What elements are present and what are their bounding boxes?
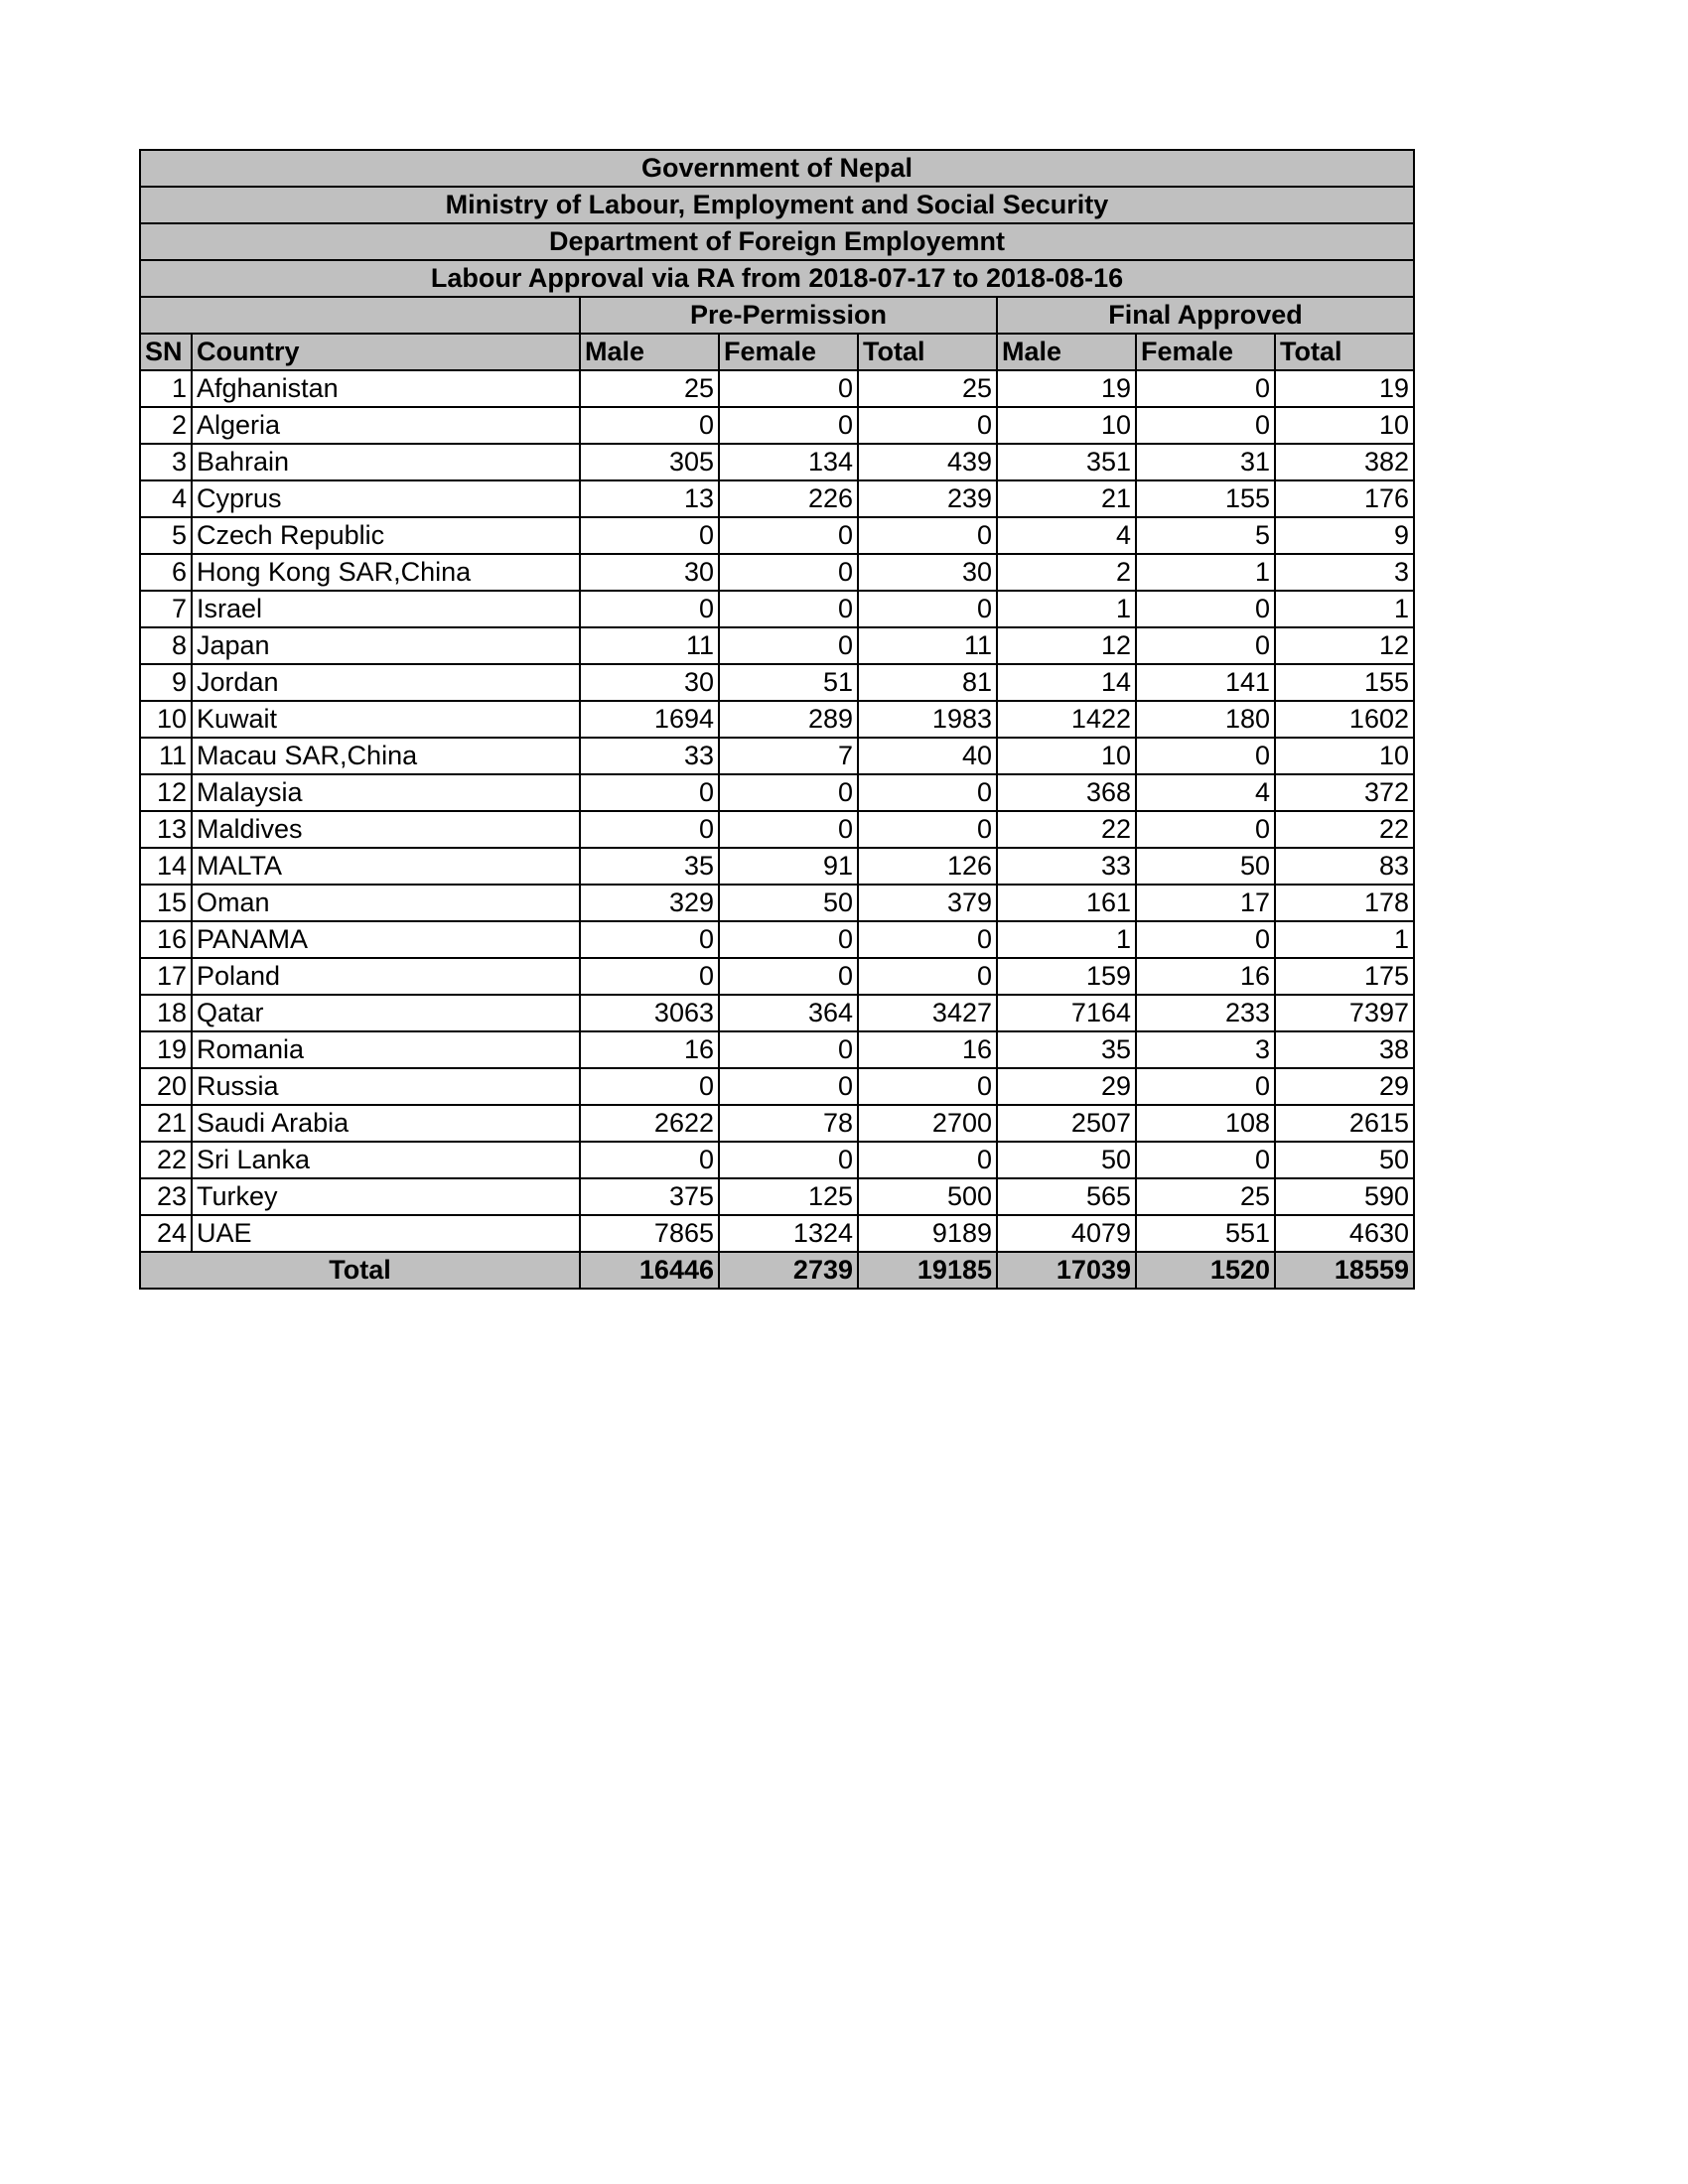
final-female-cell: 5 bbox=[1136, 517, 1275, 554]
ministry-title: Ministry of Labour, Employment and Social Security bbox=[140, 187, 1414, 223]
final-total-cell: 10 bbox=[1275, 738, 1414, 774]
final-male-cell: 1 bbox=[997, 591, 1136, 627]
table-row bbox=[140, 848, 1414, 885]
final-total-cell: 590 bbox=[1275, 1178, 1414, 1215]
table-row bbox=[140, 811, 1414, 848]
table-row bbox=[140, 995, 1414, 1031]
pre-total-cell: 16 bbox=[858, 1031, 997, 1068]
country-cell: Kuwait bbox=[192, 701, 580, 738]
column-header-final-male: Male bbox=[997, 334, 1136, 370]
pre-female-cell: 91 bbox=[719, 848, 858, 885]
pre-male-cell: 0 bbox=[580, 407, 719, 444]
pre-male-cell: 35 bbox=[580, 848, 719, 885]
country-cell: Cyprus bbox=[192, 480, 580, 517]
final-total-cell: 372 bbox=[1275, 774, 1414, 811]
pre-male-cell: 25 bbox=[580, 370, 719, 407]
pre-female-cell: 0 bbox=[719, 1142, 858, 1178]
final-male-cell: 1422 bbox=[997, 701, 1136, 738]
final-total-cell: 38 bbox=[1275, 1031, 1414, 1068]
sn-cell: 7 bbox=[140, 591, 192, 627]
pre-female-cell: 0 bbox=[719, 811, 858, 848]
pre-total-cell: 9189 bbox=[858, 1215, 997, 1252]
pre-total-cell: 126 bbox=[858, 848, 997, 885]
sn-cell: 11 bbox=[140, 738, 192, 774]
pre-female-cell: 134 bbox=[719, 444, 858, 480]
sn-cell: 5 bbox=[140, 517, 192, 554]
country-cell: Maldives bbox=[192, 811, 580, 848]
pre-female-cell: 1324 bbox=[719, 1215, 858, 1252]
sn-cell: 13 bbox=[140, 811, 192, 848]
table-row bbox=[140, 480, 1414, 517]
country-cell: Poland bbox=[192, 958, 580, 995]
final-total-cell: 4630 bbox=[1275, 1215, 1414, 1252]
final-male-cell: 7164 bbox=[997, 995, 1136, 1031]
pre-total-cell: 40 bbox=[858, 738, 997, 774]
pre-total-cell: 439 bbox=[858, 444, 997, 480]
total-final-female: 1520 bbox=[1136, 1252, 1275, 1289]
pre-female-cell: 226 bbox=[719, 480, 858, 517]
final-female-cell: 0 bbox=[1136, 738, 1275, 774]
total-pre-total: 19185 bbox=[858, 1252, 997, 1289]
pre-female-cell: 50 bbox=[719, 885, 858, 921]
final-male-cell: 35 bbox=[997, 1031, 1136, 1068]
pre-male-cell: 0 bbox=[580, 921, 719, 958]
table-row bbox=[140, 370, 1414, 407]
final-male-cell: 21 bbox=[997, 480, 1136, 517]
final-male-cell: 10 bbox=[997, 738, 1136, 774]
table-row bbox=[140, 1068, 1414, 1105]
final-total-cell: 10 bbox=[1275, 407, 1414, 444]
pre-total-cell: 30 bbox=[858, 554, 997, 591]
final-total-cell: 382 bbox=[1275, 444, 1414, 480]
column-header-pre-female: Female bbox=[719, 334, 858, 370]
pre-male-cell: 0 bbox=[580, 591, 719, 627]
country-cell: Bahrain bbox=[192, 444, 580, 480]
country-cell: Russia bbox=[192, 1068, 580, 1105]
final-male-cell: 14 bbox=[997, 664, 1136, 701]
pre-female-cell: 0 bbox=[719, 591, 858, 627]
group-header-blank bbox=[140, 297, 580, 334]
country-cell: Macau SAR,China bbox=[192, 738, 580, 774]
pre-male-cell: 16 bbox=[580, 1031, 719, 1068]
sn-cell: 12 bbox=[140, 774, 192, 811]
final-female-cell: 0 bbox=[1136, 591, 1275, 627]
final-female-cell: 3 bbox=[1136, 1031, 1275, 1068]
labour-approval-table bbox=[139, 149, 1415, 1290]
final-female-cell: 180 bbox=[1136, 701, 1275, 738]
header-row-report bbox=[140, 260, 1414, 297]
pre-female-cell: 289 bbox=[719, 701, 858, 738]
final-female-cell: 233 bbox=[1136, 995, 1275, 1031]
pre-total-cell: 0 bbox=[858, 958, 997, 995]
final-total-cell: 2615 bbox=[1275, 1105, 1414, 1142]
final-male-cell: 10 bbox=[997, 407, 1136, 444]
table-row bbox=[140, 885, 1414, 921]
group-header-pre-permission: Pre-Permission bbox=[580, 297, 997, 334]
sn-cell: 18 bbox=[140, 995, 192, 1031]
column-header-row bbox=[140, 334, 1414, 370]
final-total-cell: 9 bbox=[1275, 517, 1414, 554]
final-total-cell: 176 bbox=[1275, 480, 1414, 517]
total-pre-male: 16446 bbox=[580, 1252, 719, 1289]
pre-female-cell: 0 bbox=[719, 1031, 858, 1068]
pre-total-cell: 0 bbox=[858, 1142, 997, 1178]
pre-male-cell: 7865 bbox=[580, 1215, 719, 1252]
sn-cell: 2 bbox=[140, 407, 192, 444]
column-header-sn: SN bbox=[140, 334, 192, 370]
pre-male-cell: 30 bbox=[580, 554, 719, 591]
final-female-cell: 551 bbox=[1136, 1215, 1275, 1252]
table-body bbox=[140, 370, 1414, 1252]
final-female-cell: 1 bbox=[1136, 554, 1275, 591]
final-total-cell: 50 bbox=[1275, 1142, 1414, 1178]
sn-cell: 20 bbox=[140, 1068, 192, 1105]
pre-male-cell: 0 bbox=[580, 774, 719, 811]
pre-female-cell: 0 bbox=[719, 1068, 858, 1105]
pre-female-cell: 364 bbox=[719, 995, 858, 1031]
sn-cell: 22 bbox=[140, 1142, 192, 1178]
final-male-cell: 50 bbox=[997, 1142, 1136, 1178]
pre-female-cell: 7 bbox=[719, 738, 858, 774]
pre-female-cell: 125 bbox=[719, 1178, 858, 1215]
country-cell: Czech Republic bbox=[192, 517, 580, 554]
total-pre-female: 2739 bbox=[719, 1252, 858, 1289]
table-row bbox=[140, 958, 1414, 995]
pre-total-cell: 0 bbox=[858, 407, 997, 444]
table-row bbox=[140, 1178, 1414, 1215]
pre-total-cell: 1983 bbox=[858, 701, 997, 738]
final-total-cell: 1602 bbox=[1275, 701, 1414, 738]
table-row bbox=[140, 701, 1414, 738]
sn-cell: 1 bbox=[140, 370, 192, 407]
table-row bbox=[140, 664, 1414, 701]
final-male-cell: 351 bbox=[997, 444, 1136, 480]
pre-female-cell: 0 bbox=[719, 627, 858, 664]
pre-total-cell: 379 bbox=[858, 885, 997, 921]
column-header-pre-male: Male bbox=[580, 334, 719, 370]
pre-female-cell: 51 bbox=[719, 664, 858, 701]
final-female-cell: 17 bbox=[1136, 885, 1275, 921]
pre-total-cell: 11 bbox=[858, 627, 997, 664]
pre-total-cell: 0 bbox=[858, 774, 997, 811]
column-header-final-female: Female bbox=[1136, 334, 1275, 370]
table-row bbox=[140, 627, 1414, 664]
sn-cell: 9 bbox=[140, 664, 192, 701]
header-row-department bbox=[140, 223, 1414, 260]
country-cell: Japan bbox=[192, 627, 580, 664]
country-cell: MALTA bbox=[192, 848, 580, 885]
table-row bbox=[140, 774, 1414, 811]
pre-male-cell: 375 bbox=[580, 1178, 719, 1215]
sn-cell: 15 bbox=[140, 885, 192, 921]
country-cell: Algeria bbox=[192, 407, 580, 444]
department-title: Department of Foreign Employemnt bbox=[140, 223, 1414, 260]
final-female-cell: 25 bbox=[1136, 1178, 1275, 1215]
table-row bbox=[140, 1031, 1414, 1068]
final-total-cell: 19 bbox=[1275, 370, 1414, 407]
pre-male-cell: 0 bbox=[580, 517, 719, 554]
final-male-cell: 565 bbox=[997, 1178, 1136, 1215]
pre-male-cell: 3063 bbox=[580, 995, 719, 1031]
country-cell: Afghanistan bbox=[192, 370, 580, 407]
pre-female-cell: 0 bbox=[719, 407, 858, 444]
sn-cell: 8 bbox=[140, 627, 192, 664]
final-female-cell: 0 bbox=[1136, 627, 1275, 664]
sn-cell: 10 bbox=[140, 701, 192, 738]
pre-female-cell: 0 bbox=[719, 554, 858, 591]
final-male-cell: 161 bbox=[997, 885, 1136, 921]
final-female-cell: 16 bbox=[1136, 958, 1275, 995]
pre-total-cell: 81 bbox=[858, 664, 997, 701]
sn-cell: 3 bbox=[140, 444, 192, 480]
pre-total-cell: 500 bbox=[858, 1178, 997, 1215]
final-total-cell: 175 bbox=[1275, 958, 1414, 995]
final-female-cell: 0 bbox=[1136, 811, 1275, 848]
report-title: Labour Approval via RA from 2018-07-17 to 2018-08-16 bbox=[140, 260, 1414, 297]
final-female-cell: 31 bbox=[1136, 444, 1275, 480]
table-row bbox=[140, 517, 1414, 554]
final-total-cell: 3 bbox=[1275, 554, 1414, 591]
sn-cell: 17 bbox=[140, 958, 192, 995]
pre-female-cell: 0 bbox=[719, 370, 858, 407]
final-male-cell: 19 bbox=[997, 370, 1136, 407]
final-female-cell: 0 bbox=[1136, 370, 1275, 407]
final-total-cell: 178 bbox=[1275, 885, 1414, 921]
country-cell: Qatar bbox=[192, 995, 580, 1031]
country-cell: Jordan bbox=[192, 664, 580, 701]
table-row bbox=[140, 921, 1414, 958]
table-row bbox=[140, 591, 1414, 627]
table-row bbox=[140, 1215, 1414, 1252]
table-row bbox=[140, 407, 1414, 444]
pre-female-cell: 0 bbox=[719, 774, 858, 811]
column-header-pre-total: Total bbox=[858, 334, 997, 370]
pre-male-cell: 305 bbox=[580, 444, 719, 480]
final-female-cell: 155 bbox=[1136, 480, 1275, 517]
pre-total-cell: 0 bbox=[858, 1068, 997, 1105]
pre-female-cell: 0 bbox=[719, 517, 858, 554]
final-male-cell: 2507 bbox=[997, 1105, 1136, 1142]
pre-male-cell: 329 bbox=[580, 885, 719, 921]
sn-cell: 6 bbox=[140, 554, 192, 591]
final-female-cell: 141 bbox=[1136, 664, 1275, 701]
final-female-cell: 50 bbox=[1136, 848, 1275, 885]
pre-male-cell: 0 bbox=[580, 1068, 719, 1105]
final-female-cell: 0 bbox=[1136, 1068, 1275, 1105]
final-total-cell: 155 bbox=[1275, 664, 1414, 701]
pre-female-cell: 0 bbox=[719, 958, 858, 995]
final-female-cell: 0 bbox=[1136, 407, 1275, 444]
total-row bbox=[140, 1252, 1414, 1289]
pre-female-cell: 0 bbox=[719, 921, 858, 958]
pre-male-cell: 0 bbox=[580, 811, 719, 848]
pre-female-cell: 78 bbox=[719, 1105, 858, 1142]
country-cell: Israel bbox=[192, 591, 580, 627]
final-male-cell: 29 bbox=[997, 1068, 1136, 1105]
final-male-cell: 2 bbox=[997, 554, 1136, 591]
country-cell: PANAMA bbox=[192, 921, 580, 958]
pre-total-cell: 2700 bbox=[858, 1105, 997, 1142]
government-title: Government of Nepal bbox=[140, 150, 1414, 187]
final-total-cell: 7397 bbox=[1275, 995, 1414, 1031]
final-male-cell: 368 bbox=[997, 774, 1136, 811]
pre-male-cell: 33 bbox=[580, 738, 719, 774]
final-male-cell: 4079 bbox=[997, 1215, 1136, 1252]
final-total-cell: 22 bbox=[1275, 811, 1414, 848]
final-male-cell: 1 bbox=[997, 921, 1136, 958]
table-row bbox=[140, 444, 1414, 480]
total-label: Total bbox=[140, 1252, 580, 1289]
pre-total-cell: 3427 bbox=[858, 995, 997, 1031]
country-cell: Hong Kong SAR,China bbox=[192, 554, 580, 591]
final-female-cell: 108 bbox=[1136, 1105, 1275, 1142]
final-total-cell: 83 bbox=[1275, 848, 1414, 885]
pre-male-cell: 0 bbox=[580, 1142, 719, 1178]
column-header-country: Country bbox=[192, 334, 580, 370]
pre-male-cell: 13 bbox=[580, 480, 719, 517]
final-female-cell: 0 bbox=[1136, 921, 1275, 958]
final-female-cell: 0 bbox=[1136, 1142, 1275, 1178]
pre-total-cell: 239 bbox=[858, 480, 997, 517]
pre-total-cell: 0 bbox=[858, 811, 997, 848]
final-male-cell: 4 bbox=[997, 517, 1136, 554]
group-header-row bbox=[140, 297, 1414, 334]
pre-male-cell: 0 bbox=[580, 958, 719, 995]
total-final-male: 17039 bbox=[997, 1252, 1136, 1289]
table-row bbox=[140, 738, 1414, 774]
final-total-cell: 29 bbox=[1275, 1068, 1414, 1105]
pre-male-cell: 11 bbox=[580, 627, 719, 664]
total-final-total: 18559 bbox=[1275, 1252, 1414, 1289]
country-cell: Romania bbox=[192, 1031, 580, 1068]
pre-male-cell: 2622 bbox=[580, 1105, 719, 1142]
sn-cell: 21 bbox=[140, 1105, 192, 1142]
pre-male-cell: 1694 bbox=[580, 701, 719, 738]
country-cell: Turkey bbox=[192, 1178, 580, 1215]
country-cell: UAE bbox=[192, 1215, 580, 1252]
pre-male-cell: 30 bbox=[580, 664, 719, 701]
final-male-cell: 33 bbox=[997, 848, 1136, 885]
group-header-final-approved: Final Approved bbox=[997, 297, 1414, 334]
sn-cell: 4 bbox=[140, 480, 192, 517]
country-cell: Sri Lanka bbox=[192, 1142, 580, 1178]
header-row-ministry bbox=[140, 187, 1414, 223]
country-cell: Malaysia bbox=[192, 774, 580, 811]
final-male-cell: 159 bbox=[997, 958, 1136, 995]
pre-total-cell: 0 bbox=[858, 921, 997, 958]
sn-cell: 16 bbox=[140, 921, 192, 958]
table-row bbox=[140, 1142, 1414, 1178]
pre-total-cell: 0 bbox=[858, 517, 997, 554]
pre-total-cell: 0 bbox=[858, 591, 997, 627]
country-cell: Oman bbox=[192, 885, 580, 921]
country-cell: Saudi Arabia bbox=[192, 1105, 580, 1142]
final-male-cell: 12 bbox=[997, 627, 1136, 664]
final-female-cell: 4 bbox=[1136, 774, 1275, 811]
final-total-cell: 1 bbox=[1275, 591, 1414, 627]
table-row bbox=[140, 554, 1414, 591]
pre-total-cell: 25 bbox=[858, 370, 997, 407]
sn-cell: 23 bbox=[140, 1178, 192, 1215]
column-header-final-total: Total bbox=[1275, 334, 1414, 370]
sn-cell: 24 bbox=[140, 1215, 192, 1252]
final-total-cell: 12 bbox=[1275, 627, 1414, 664]
table-row bbox=[140, 1105, 1414, 1142]
header-row-government bbox=[140, 150, 1414, 187]
final-total-cell: 1 bbox=[1275, 921, 1414, 958]
sn-cell: 14 bbox=[140, 848, 192, 885]
sn-cell: 19 bbox=[140, 1031, 192, 1068]
final-male-cell: 22 bbox=[997, 811, 1136, 848]
